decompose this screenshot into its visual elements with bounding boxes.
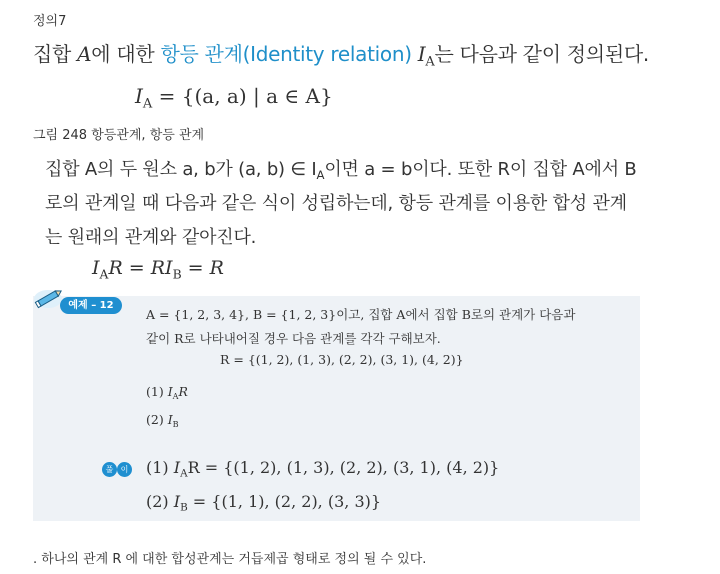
paragraph-line-2: 로의 관계일 때 다음과 같은 식이 성립하는데, 항등 관계를 이용한 합성 관계 — [45, 193, 627, 214]
solution-badge — [102, 462, 132, 477]
s2-I: I — [173, 492, 181, 511]
solution-1 — [146, 458, 499, 480]
q2-I: I — [167, 412, 173, 427]
figure-caption: 그림 248 항등관계, 항등 관계 — [33, 128, 205, 143]
def-set-A: A — [77, 42, 92, 66]
paragraph-line-1 — [45, 155, 637, 182]
q1-sub: A — [172, 390, 179, 401]
footer-note: . 하나의 관계 R 에 대한 합성관계는 거듭제곱 형태로 정의 될 수 있다. — [33, 552, 427, 567]
definition-label: 정의7 — [33, 14, 67, 29]
para-line1-text: 집합 A의 두 원소 a, b가 (a, b) ∈ I — [45, 159, 317, 180]
compose-sub-2: B — [172, 267, 182, 282]
formula-I-sub: A — [142, 96, 153, 112]
q1-R: R — [178, 384, 188, 399]
paragraph-line-3: 는 원래의 관계와 같아진다. — [45, 227, 257, 248]
formula-I: I — [135, 84, 143, 108]
example-question-2 — [146, 412, 179, 429]
s1-I: I — [173, 458, 181, 477]
s2-num: (2) — [146, 492, 174, 511]
para-line1-sub: A — [316, 168, 325, 183]
q1-I: I — [167, 384, 173, 399]
s2-sub: B — [180, 501, 188, 514]
example-tag: 예제 – 12 — [60, 297, 122, 314]
q2-sub: B — [172, 418, 179, 429]
example-line-2: 같이 R로 나타내어질 경우 다음 관계를 각각 구해보자. — [146, 331, 441, 346]
def-highlight-term: 항등 관계(Identity relation) — [160, 42, 412, 66]
q2-num: (2) — [146, 412, 168, 427]
s1-rest: R = {(1, 2), (1, 3), (2, 2), (3, 1), (4, 2)} — [187, 458, 500, 477]
s1-sub: A — [180, 467, 188, 480]
s1-num: (1) — [146, 458, 174, 477]
example-line-1: A = {1, 2, 3, 4}, B = {1, 2, 3}이고, 집합 A에서 집합 B로의 관계가 다음과 — [146, 307, 576, 322]
identity-relation-formula — [135, 84, 333, 112]
para-line1-end: 이면 a = b이다. 또한 R이 집합 A에서 B — [324, 159, 637, 180]
def-post: 는 다음과 같이 정의된다. — [434, 42, 649, 66]
def-pre: 집합 — [33, 42, 78, 66]
q1-num: (1) — [146, 384, 168, 399]
def-mid: 에 대한 — [91, 42, 161, 66]
formula-rest: = {(a, a) | a ∈ A} — [152, 84, 333, 108]
compose-mid: R = RI — [108, 257, 173, 279]
example-relation: R = {(1, 2), (1, 3), (2, 2), (3, 1), (4, 2)} — [220, 352, 464, 367]
compose-end: = R — [181, 257, 224, 279]
solution-2 — [146, 492, 381, 514]
s2-rest: = {(1, 1), (2, 2), (3, 3)} — [187, 492, 382, 511]
compose-sub-1: A — [99, 267, 109, 282]
example-question-1 — [146, 384, 188, 401]
definition-statement — [33, 38, 649, 70]
solution-badge-left: 풀 — [102, 462, 117, 477]
def-I-sub: A — [425, 54, 435, 70]
compose-I: I — [92, 257, 100, 279]
solution-badge-right: 이 — [117, 462, 132, 477]
def-I: I — [417, 42, 426, 66]
composition-formula — [92, 257, 224, 281]
